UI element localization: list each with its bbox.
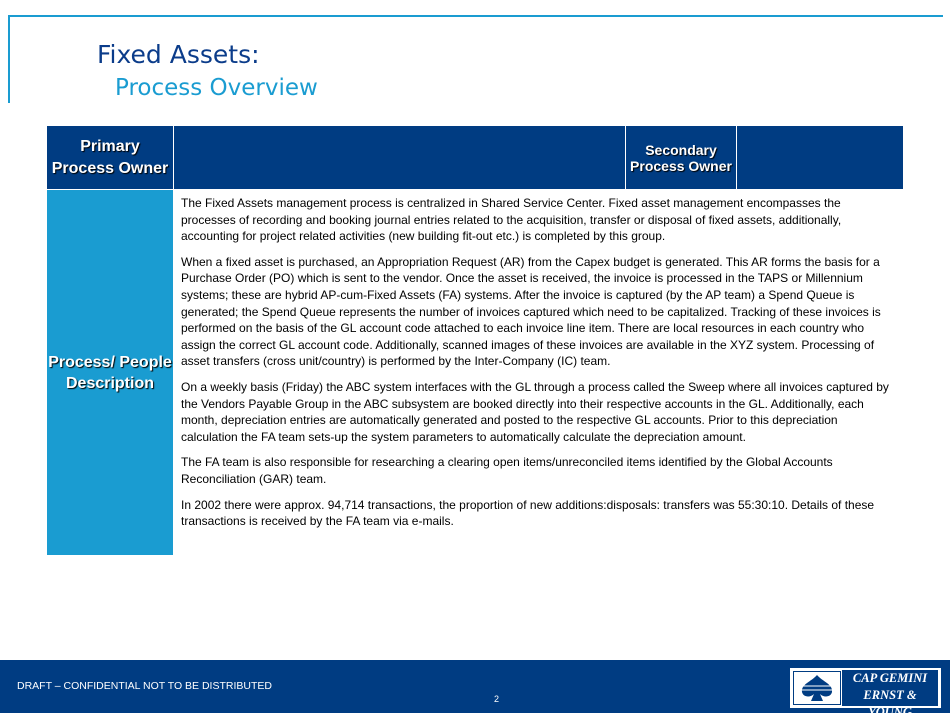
description-paragraph: When a fixed asset is purchased, an Appropriation Request (AR) from the Capex budget is generated. This AR forms the basis for a Purchase Order (PO) which is sent to the vendor. Once the asset is received, the invoice is processed in the TAPS or Millennium systems; these are hybrid AP-cum-Fixed Assets (FA) systems. After the invoice is captured (by the AP team) a Spend Queue is generated; the Spend Queue represents the number of invoices captured which need to be capitalized. Tracking of these invoices is performed on the basis of the GL account code attached to each invoice line item. There are local resources in each country who assign the correct GL account code. Additionally, scanned images of these invoices are available in the XYZ system. Processing of asset transfers (cross unit/country) is performed by the Inter-Company (IC) team.: [181, 254, 881, 369]
page-title: Fixed Assets:: [97, 40, 260, 69]
confidential-notice: DRAFT – CONFIDENTIAL NOT TO BE DISTRIBUTED: [17, 680, 272, 692]
description-text: [181, 195, 893, 539]
description-label: Process/ People Description: [47, 190, 173, 555]
page-number: 2: [494, 694, 500, 704]
logo-text: [842, 670, 938, 719]
footer-bar: [0, 660, 950, 719]
description-paragraph: The FA team is also responsible for researching a clearing open items/unreconciled items identified by the Global Accounts Reconciliation (GAR) team.: [181, 455, 833, 486]
primary-owner-value: [174, 126, 625, 189]
secondary-owner-label: Secondary Process Owner: [630, 141, 732, 174]
company-logo: [790, 668, 941, 719]
top-rule: [8, 15, 943, 17]
page-subtitle: Process Overview: [115, 75, 318, 101]
description-paragraph: On a weekly basis (Friday) the ABC system interfaces with the GL through a process called the Sweep where all invoices captured by the Vendors Payable Group in the ABC subsystem are booked directly into their respective accounts in the GL. Additionally, each month, depreciation entries are automatically generated and posted to the respective GL accounts. Prior to this depreciation calculation the FA team sets-up the system parameters to automatically calculate the depreciation amount.: [181, 379, 889, 444]
description-paragraph: In 2002 there were approx. 94,714 transactions, the proportion of new additions:disposals: transfers was 55:30:10. Details of these transactions is received by the FA team via e-mails.: [181, 497, 875, 529]
primary-owner-label: Primary Process Owner: [51, 137, 169, 177]
logo-line1: CAP GEMINI: [852, 671, 928, 685]
secondary-owner-value: [737, 126, 903, 189]
owner-header-row: [47, 126, 903, 189]
spade-icon: [793, 671, 841, 705]
description-paragraph: The Fixed Assets management process is centralized in Shared Service Center. Fixed asset management encompasses the processes of recording and booking journal entries related to the acquisition, transfer or disposal of fixed assets, additionally, accounting for project related activities (new building fit-out etc.) is completed by this group.: [181, 196, 842, 244]
left-rule: [8, 15, 10, 103]
logo-line2: ERNST & YOUNG: [863, 688, 917, 719]
